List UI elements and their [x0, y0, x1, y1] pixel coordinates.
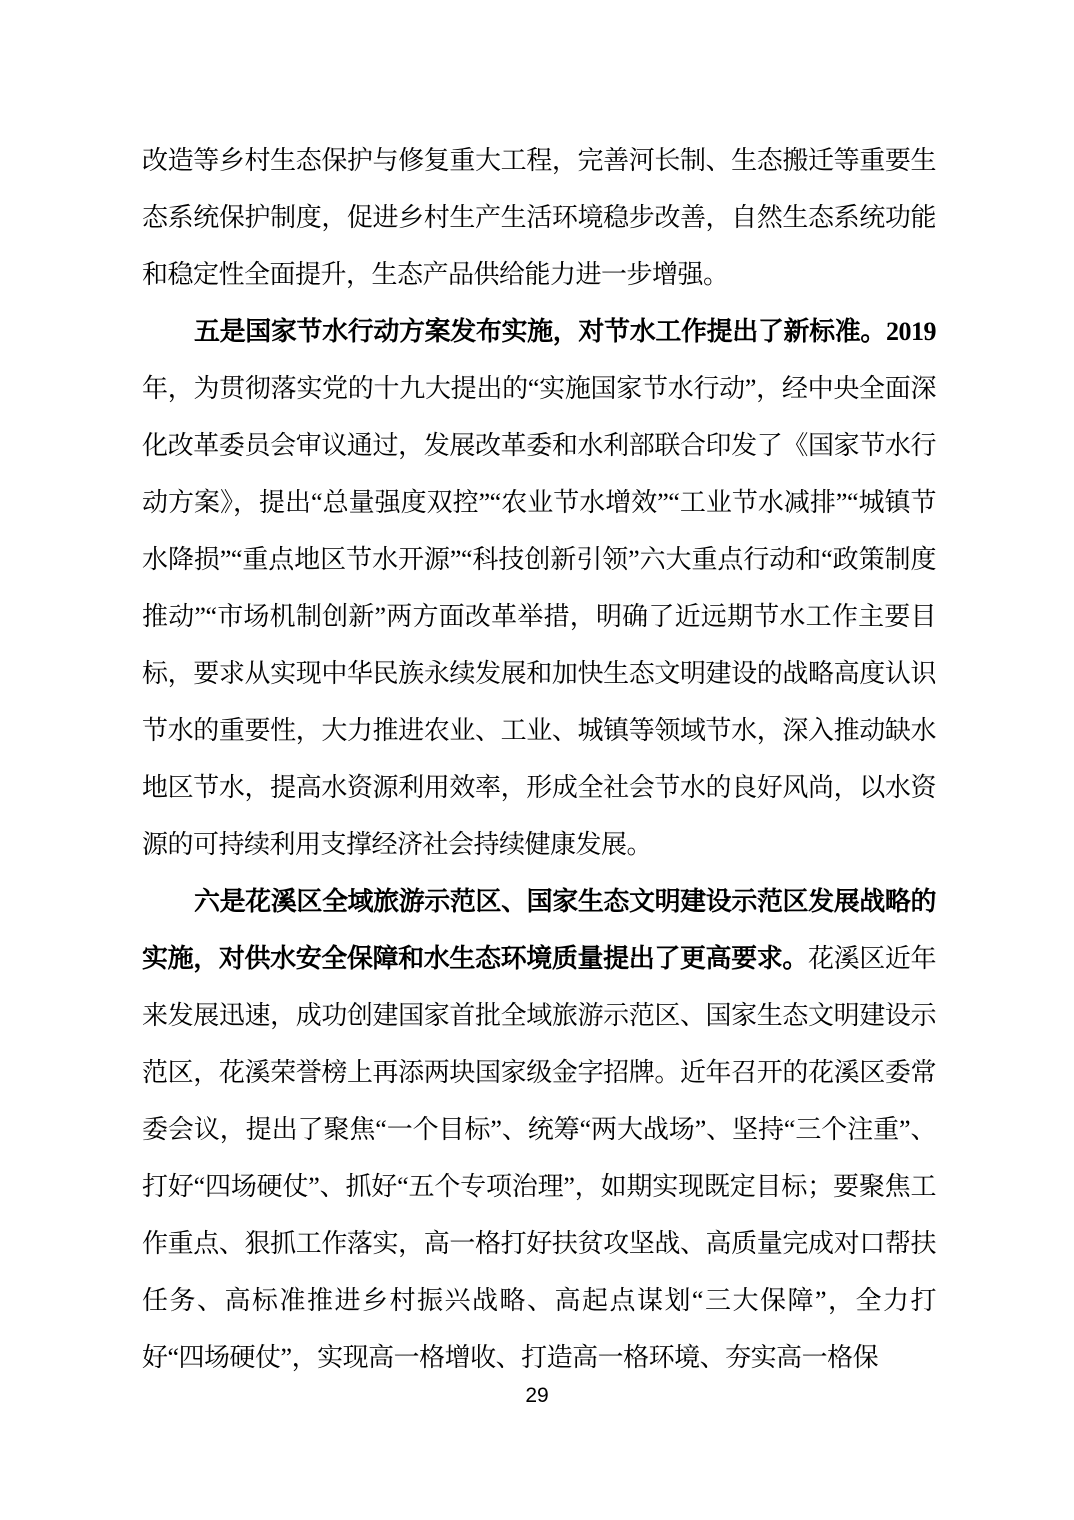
- paragraph: [142, 132, 936, 303]
- document-body: [142, 132, 936, 1386]
- page-number: 29: [525, 1384, 549, 1407]
- paragraph-text: 改造等乡村生态保护与修复重大工程，完善河长制、生态搬迁等重要生态系统保护制度，促进乡村生产生活环境稳步改善，自然生态系统功能和稳定性全面提升，生态产品供给能力进一步增强。: [142, 146, 936, 289]
- paragraph: [142, 873, 936, 1386]
- paragraph-text: 花溪区近年来发展迅速，成功创建国家首批全域旅游示范区、国家生态文明建设示范区，花溪荣誉榜上再添两块国家级金字招牌。近年召开的花溪区委常委会议，提出了聚焦“一个目标”、统筹“两大战场”、坚持“三个注重”、打好“四场硬仗”、抓好“五个专项治理”，如期实现既定目标；要聚焦工作重点、狠抓工作落实，高一格打好扶贫攻坚战、高质量完成对口帮扶任务、高标准推进乡村振兴战略、高起点谋划“三大保障”，全力打好“四场硬仗”，实现高一格增收、打造高一格环境、夯实高一格保: [142, 944, 936, 1372]
- paragraph: [142, 303, 936, 873]
- paragraph-text: 年，为贯彻落实党的十九大提出的“实施国家节水行动”，经中央全面深化改革委员会审议通过，发展改革委和水利部联合印发了《国家节水行动方案》，提出“总量强度双控”“农业节水增效”“工业节水减排”“城镇节水降损”“重点地区节水开源”“科技创新引领”六大重点行动和“政策制度推动”“市场机制创新”两方面改革举措，明确了近远期节水工作主要目标，要求从实现中华民族永续发展和加快生态文明建设的战略高度认识节水的重要性，大力推进农业、工业、城镇等领域节水，深入推动缺水地区节水，提高水资源利用效率，形成全社会节水的良好风尚，以水资源的可持续利用支撑经济社会持续健康发展。: [142, 374, 936, 859]
- paragraph-bold-lead: 六是花溪区全域旅游示范区、国家生态文明建设示范区发展战略的实施，对供水安全保障和水生态环境质量提出了更高要求。: [142, 887, 936, 973]
- paragraph-bold-lead: 五是国家节水行动方案发布实施，对节水工作提出了新标准。2019: [194, 317, 936, 346]
